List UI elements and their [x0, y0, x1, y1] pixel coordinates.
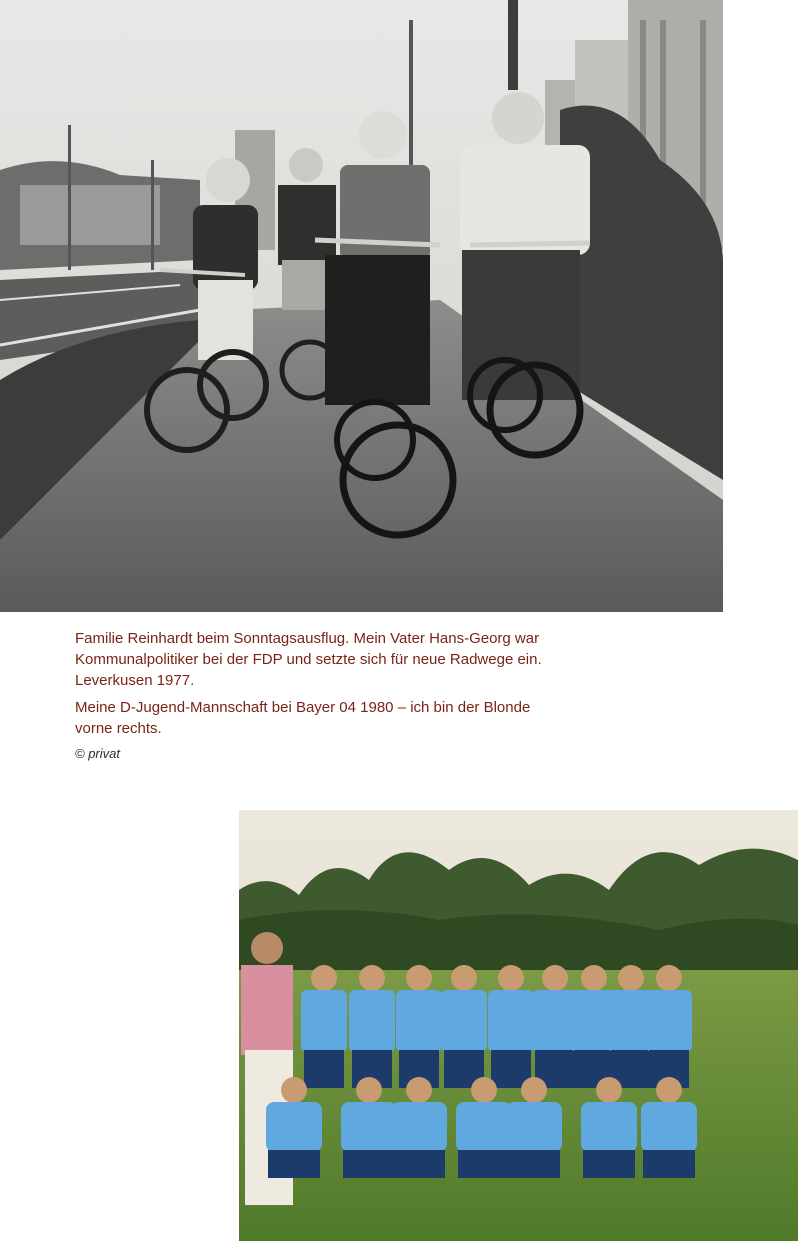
caption-2-line-1: Meine D-Jugend-Mannschaft bei Bayer 04 1980 – ich bin der Blonde — [75, 699, 531, 716]
photo-captions — [75, 628, 635, 764]
caption-1-line-1: Familie Reinhardt beim Sonntagsausflug. Mein Vater Hans-Georg war — [75, 630, 540, 647]
youth-team-photo — [239, 810, 798, 1241]
caption-2-line-2: vorne rechts. — [75, 720, 162, 737]
photo-credit: © privat — [75, 746, 120, 761]
caption-2 — [75, 697, 635, 739]
caption-1-line-2: Kommunalpolitiker bei der FDP und setzte sich für neue Radwege ein. — [75, 651, 542, 668]
caption-1 — [75, 628, 635, 691]
caption-1-line-3: Leverkusen 1977. — [75, 672, 195, 689]
family-bike-ride-photo — [0, 0, 723, 612]
